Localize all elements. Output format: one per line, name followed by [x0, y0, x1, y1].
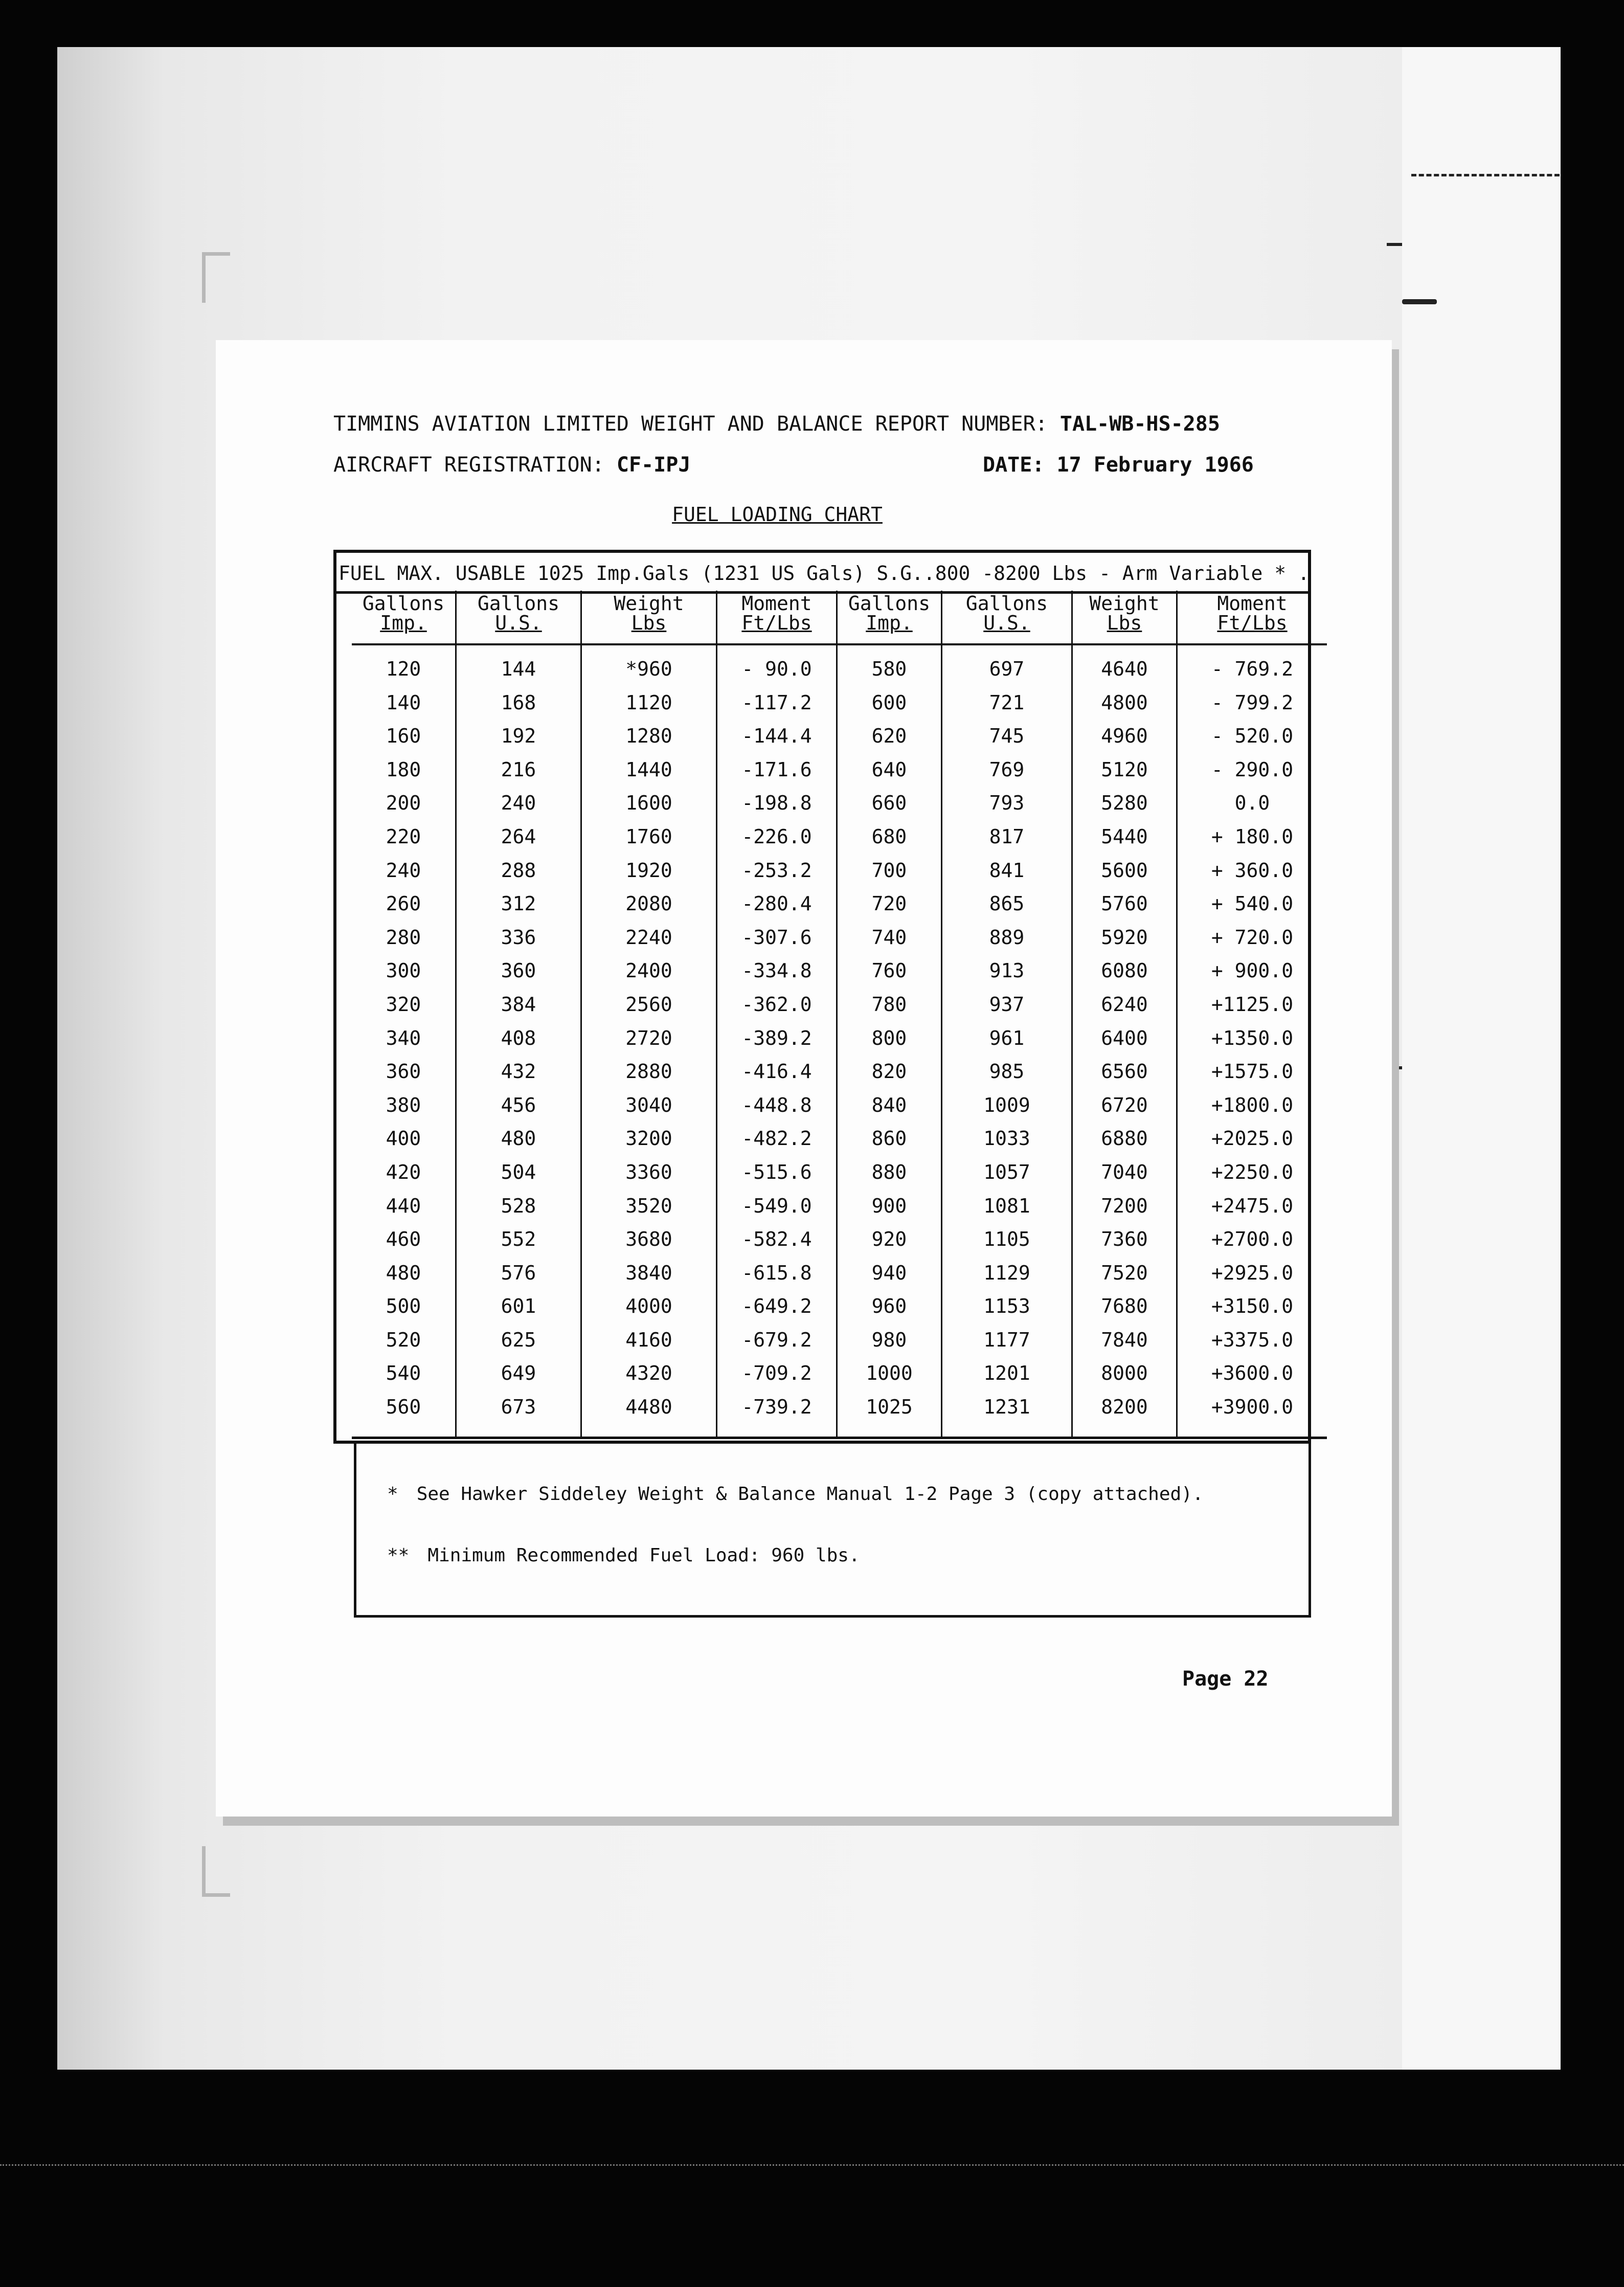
table-cell: 673: [456, 1391, 581, 1438]
table-cell: 1120: [581, 686, 717, 720]
table-cell: 400: [386, 1127, 421, 1150]
table-cell: -739.2: [717, 1391, 837, 1438]
table-cell: -117.2: [717, 686, 837, 720]
table-row: [352, 1357, 1327, 1391]
report-label: TIMMINS AVIATION LIMITED WEIGHT AND BALANCE REPORT NUMBER:: [333, 412, 1048, 436]
table-row: [352, 1290, 1327, 1324]
table-cell: 4000: [581, 1290, 717, 1324]
table-cell: 7040: [1072, 1156, 1177, 1190]
table-cell: 4480: [581, 1391, 717, 1438]
table-cell: 120: [386, 658, 421, 680]
table-cell: + 360.0: [1177, 854, 1327, 888]
table-cell: 1760: [581, 820, 717, 854]
table-cell: -334.8: [717, 954, 837, 988]
table-cell: 880: [837, 1156, 942, 1190]
table-row: [352, 954, 1327, 988]
table-cell: 3840: [581, 1257, 717, 1290]
table-cell: +2475.0: [1177, 1190, 1327, 1223]
footnote-text: See Hawker Siddeley Weight & Balance Manual 1-2 Page 3 (copy attached).: [416, 1484, 1204, 1505]
table-cell: 460: [386, 1228, 421, 1251]
table-cell: 6560: [1072, 1055, 1177, 1089]
table-cell: 1129: [942, 1257, 1072, 1290]
table-cell: 432: [456, 1055, 581, 1089]
table-cell: 745: [942, 720, 1072, 753]
table-cell: 3520: [581, 1190, 717, 1223]
table-cell: 840: [837, 1089, 942, 1123]
table-cell: +2925.0: [1177, 1257, 1327, 1290]
table-cell: 2880: [581, 1055, 717, 1089]
table-cell: +1575.0: [1177, 1055, 1327, 1089]
table-row: [352, 820, 1327, 854]
notes-box: [354, 1444, 1311, 1618]
table-cell: 260: [386, 892, 421, 915]
footnote: [387, 1543, 860, 1568]
table-cell: 180: [386, 758, 421, 781]
table-cell: -615.8: [717, 1257, 837, 1290]
column-header: [1177, 591, 1327, 644]
scan-dashed-mark: [1411, 174, 1560, 176]
column-header-line: Gallons: [965, 592, 1048, 615]
table-cell: 580: [837, 644, 942, 686]
table-cell: 4320: [581, 1357, 717, 1391]
table-cell: +3600.0: [1177, 1357, 1327, 1391]
table-cell: 4960: [1072, 720, 1177, 753]
footnote: [387, 1482, 1204, 1507]
table-cell: 721: [942, 686, 1072, 720]
table-cell: -280.4: [717, 887, 837, 921]
table-cell: - 520.0: [1177, 720, 1327, 753]
table-row: [352, 1223, 1327, 1257]
table-cell: +2700.0: [1177, 1223, 1327, 1257]
table-row: [352, 686, 1327, 720]
table-cell: 140: [386, 691, 421, 714]
column-header-line: Moment: [741, 592, 812, 615]
table-cell: 288: [456, 854, 581, 888]
table-cell: 280: [386, 926, 421, 949]
table-cell: 6080: [1072, 954, 1177, 988]
fuel-loading-table: [352, 591, 1327, 1439]
table-cell: 5760: [1072, 887, 1177, 921]
table-cell: +2025.0: [1177, 1122, 1327, 1156]
table-cell: 640: [837, 753, 942, 787]
table-cell: 7360: [1072, 1223, 1177, 1257]
table-row: [352, 887, 1327, 921]
table-cell: 480: [386, 1261, 421, 1284]
table-cell: 817: [942, 820, 1072, 854]
table-cell: 0.0: [1177, 787, 1327, 820]
table-cell: 300: [386, 959, 421, 982]
table-cell: -144.4: [717, 720, 837, 753]
date-line: [983, 453, 1254, 477]
table-cell: 3360: [581, 1156, 717, 1190]
table-cell: 340: [386, 1026, 421, 1049]
table-cell: 1280: [581, 720, 717, 753]
table-cell: 900: [837, 1190, 942, 1223]
table-cell: + 540.0: [1177, 887, 1327, 921]
table-cell: 160: [386, 725, 421, 748]
table-cell: 504: [456, 1156, 581, 1190]
registration-label: AIRCRAFT REGISTRATION:: [333, 453, 604, 477]
table-cell: 7840: [1072, 1324, 1177, 1357]
table-cell: 5920: [1072, 921, 1177, 955]
table-header-row: [352, 591, 1327, 644]
registration-value: CF-IPJ: [616, 453, 691, 477]
table-cell: *960: [581, 644, 717, 686]
table-cell: 1600: [581, 787, 717, 820]
table-cell: 320: [386, 993, 421, 1016]
table-cell: -549.0: [717, 1190, 837, 1223]
table-cell: 1231: [942, 1391, 1072, 1438]
table-cell: 2560: [581, 988, 717, 1022]
table-cell: 1009: [942, 1089, 1072, 1123]
table-cell: +1125.0: [1177, 988, 1327, 1022]
column-header-line: Gallons: [477, 592, 560, 615]
table-cell: -362.0: [717, 988, 837, 1022]
table-cell: 540: [386, 1362, 421, 1385]
table-cell: 500: [386, 1295, 421, 1318]
table-cell: -515.6: [717, 1156, 837, 1190]
table-cell: 913: [942, 954, 1072, 988]
table-cell: 601: [456, 1290, 581, 1324]
table-cell: 4640: [1072, 644, 1177, 686]
table-cell: 3200: [581, 1122, 717, 1156]
table-row: [352, 921, 1327, 955]
table-cell: 700: [837, 854, 942, 888]
table-cell: 440: [386, 1194, 421, 1217]
table-cell: +3375.0: [1177, 1324, 1327, 1357]
table-cell: 960: [837, 1290, 942, 1324]
report-number: TAL-WB-HS-285: [1059, 412, 1220, 436]
table-cell: 420: [386, 1160, 421, 1183]
table-row: [352, 854, 1327, 888]
table-row: [352, 1391, 1327, 1438]
table-cell: 1920: [581, 854, 717, 888]
table-cell: 3680: [581, 1223, 717, 1257]
table-cell: 552: [456, 1223, 581, 1257]
table-cell: 200: [386, 792, 421, 815]
table-cell: -709.2: [717, 1357, 837, 1391]
registration-line: [333, 453, 690, 477]
table-cell: 985: [942, 1055, 1072, 1089]
table-cell: -307.6: [717, 921, 837, 955]
table-cell: 3040: [581, 1089, 717, 1123]
table-cell: 1057: [942, 1156, 1072, 1190]
table-cell: +3900.0: [1177, 1391, 1327, 1438]
table-row: [352, 1022, 1327, 1056]
table-cell: 6720: [1072, 1089, 1177, 1123]
table-cell: 793: [942, 787, 1072, 820]
footnote-mark: **: [387, 1545, 410, 1566]
table-cell: 680: [837, 820, 942, 854]
table-cell: 2080: [581, 887, 717, 921]
table-cell: 620: [837, 720, 942, 753]
table-cell: - 799.2: [1177, 686, 1327, 720]
table-cell: 192: [456, 720, 581, 753]
table-cell: 937: [942, 988, 1072, 1022]
table-cell: 5440: [1072, 820, 1177, 854]
column-header: [717, 591, 837, 644]
scan-tick-mark: [1387, 243, 1402, 246]
table-cell: 649: [456, 1357, 581, 1391]
table-cell: + 900.0: [1177, 954, 1327, 988]
table-cell: 820: [837, 1055, 942, 1089]
scan-bottom-edge: [0, 2164, 1624, 2166]
scan-arrow-mark: [1402, 299, 1437, 304]
column-header-line: Moment: [1217, 592, 1288, 615]
table-body: [352, 644, 1327, 1438]
table-row: [352, 644, 1327, 686]
table-cell: 940: [837, 1257, 942, 1290]
table-row: [352, 1324, 1327, 1357]
table-cell: -198.8: [717, 787, 837, 820]
column-header-line: Gallons: [848, 592, 931, 615]
table-cell: 7200: [1072, 1190, 1177, 1223]
column-header-line: Imp.: [866, 612, 913, 634]
column-header-line: Weight: [614, 592, 684, 615]
table-cell: 408: [456, 1022, 581, 1056]
column-header-line: Ft/Lbs: [1217, 612, 1288, 634]
crop-bracket-bottom: [202, 1846, 230, 1897]
table-cell: 380: [386, 1093, 421, 1116]
table-cell: -171.6: [717, 753, 837, 787]
table-row: [352, 753, 1327, 787]
table-cell: -448.8: [717, 1089, 837, 1123]
table-cell: 360: [386, 1060, 421, 1083]
table-cell: 528: [456, 1190, 581, 1223]
footnote-mark: *: [387, 1484, 398, 1505]
table-cell: 216: [456, 753, 581, 787]
fuel-max-banner: FUEL MAX. USABLE 1025 Imp.Gals (1231 US Gals) S.G..800 -8200 Lbs - Arm Variable * .: [336, 553, 1308, 594]
table-cell: 865: [942, 887, 1072, 921]
table-cell: -226.0: [717, 820, 837, 854]
table-cell: 1201: [942, 1357, 1072, 1391]
table-cell: 920: [837, 1223, 942, 1257]
table-cell: 697: [942, 644, 1072, 686]
table-cell: 6400: [1072, 1022, 1177, 1056]
table-cell: 220: [386, 825, 421, 848]
table-cell: 168: [456, 686, 581, 720]
crop-bracket-top: [202, 252, 230, 303]
table-row: [352, 1089, 1327, 1123]
table-cell: 800: [837, 1022, 942, 1056]
column-header-line: Lbs: [1107, 612, 1142, 634]
table-cell: -416.4: [717, 1055, 837, 1089]
table-cell: - 769.2: [1177, 644, 1327, 686]
table-cell: 8000: [1072, 1357, 1177, 1391]
column-header: [581, 591, 717, 644]
table-cell: 2240: [581, 921, 717, 955]
table-cell: 1033: [942, 1122, 1072, 1156]
table-cell: 780: [837, 988, 942, 1022]
table-cell: 144: [456, 644, 581, 686]
table-cell: 8200: [1072, 1391, 1177, 1438]
table-cell: -679.2: [717, 1324, 837, 1357]
table-cell: 264: [456, 820, 581, 854]
table-cell: 336: [456, 921, 581, 955]
table-cell: 1081: [942, 1190, 1072, 1223]
table-cell: 240: [456, 787, 581, 820]
table-cell: 1177: [942, 1324, 1072, 1357]
report-header-line: [333, 412, 1220, 436]
date-value: 17 February 1966: [1056, 453, 1254, 477]
column-header: [942, 591, 1072, 644]
table-cell: - 90.0: [717, 644, 837, 686]
table-cell: -389.2: [717, 1022, 837, 1056]
document-page: [216, 340, 1392, 1817]
table-cell: +2250.0: [1177, 1156, 1327, 1190]
page-number: Page 22: [1182, 1667, 1269, 1691]
table-cell: 4160: [581, 1324, 717, 1357]
column-header: [352, 591, 456, 644]
column-header-line: Imp.: [380, 612, 427, 634]
column-header-line: Weight: [1089, 592, 1160, 615]
table-cell: 240: [386, 859, 421, 882]
table-cell: -253.2: [717, 854, 837, 888]
table-cell: 1105: [942, 1223, 1072, 1257]
table-cell: 7680: [1072, 1290, 1177, 1324]
table-cell: - 290.0: [1177, 753, 1327, 787]
table-cell: 2400: [581, 954, 717, 988]
column-header-line: Gallons: [362, 592, 445, 615]
table-row: [352, 1257, 1327, 1290]
table-cell: 312: [456, 887, 581, 921]
table-cell: 1440: [581, 753, 717, 787]
table-row: [352, 1190, 1327, 1223]
table-cell: -649.2: [717, 1290, 837, 1324]
table-cell: 860: [837, 1122, 942, 1156]
table-cell: 841: [942, 854, 1072, 888]
table-cell: 6880: [1072, 1122, 1177, 1156]
table-cell: +1350.0: [1177, 1022, 1327, 1056]
table-cell: +3150.0: [1177, 1290, 1327, 1324]
table-row: [352, 1122, 1327, 1156]
column-header-line: U.S.: [983, 612, 1030, 634]
column-header-line: Lbs: [631, 612, 667, 634]
table-cell: 7520: [1072, 1257, 1177, 1290]
table-cell: 740: [837, 921, 942, 955]
table-cell: + 180.0: [1177, 820, 1327, 854]
table-cell: 560: [352, 1391, 456, 1438]
table-cell: 5280: [1072, 787, 1177, 820]
table-row: [352, 1055, 1327, 1089]
table-cell: 4800: [1072, 686, 1177, 720]
table-cell: 2720: [581, 1022, 717, 1056]
table-cell: 5600: [1072, 854, 1177, 888]
table-row: [352, 988, 1327, 1022]
footnote-text: Minimum Recommended Fuel Load: 960 lbs.: [427, 1545, 860, 1566]
table-cell: +1800.0: [1177, 1089, 1327, 1123]
table-cell: 5120: [1072, 753, 1177, 787]
table-cell: + 720.0: [1177, 921, 1327, 955]
table-cell: 480: [456, 1122, 581, 1156]
chart-title: FUEL LOADING CHART: [672, 503, 883, 526]
table-cell: 576: [456, 1257, 581, 1290]
table-cell: 760: [837, 954, 942, 988]
table-cell: -482.2: [717, 1122, 837, 1156]
table-cell: 889: [942, 921, 1072, 955]
table-cell: 720: [837, 887, 942, 921]
table-cell: 1000: [837, 1357, 942, 1391]
table-cell: 600: [837, 686, 942, 720]
column-header: [837, 591, 942, 644]
table-row: [352, 787, 1327, 820]
column-header-line: U.S.: [495, 612, 542, 634]
table-cell: 980: [837, 1324, 942, 1357]
table-cell: 360: [456, 954, 581, 988]
table-cell: 1153: [942, 1290, 1072, 1324]
table-cell: -582.4: [717, 1223, 837, 1257]
table-cell: 961: [942, 1022, 1072, 1056]
table-cell: 769: [942, 753, 1072, 787]
table-cell: 384: [456, 988, 581, 1022]
column-header: [456, 591, 581, 644]
column-header: [1072, 591, 1177, 644]
table-cell: 660: [837, 787, 942, 820]
column-header-line: Ft/Lbs: [741, 612, 812, 634]
table-row: [352, 1156, 1327, 1190]
scan-background-right: [1402, 47, 1561, 2070]
table-cell: 1025: [837, 1391, 942, 1438]
table-cell: 520: [386, 1328, 421, 1351]
date-label: DATE:: [983, 453, 1045, 477]
table-cell: 456: [456, 1089, 581, 1123]
table-cell: 6240: [1072, 988, 1177, 1022]
table-row: [352, 720, 1327, 753]
table-cell: 625: [456, 1324, 581, 1357]
